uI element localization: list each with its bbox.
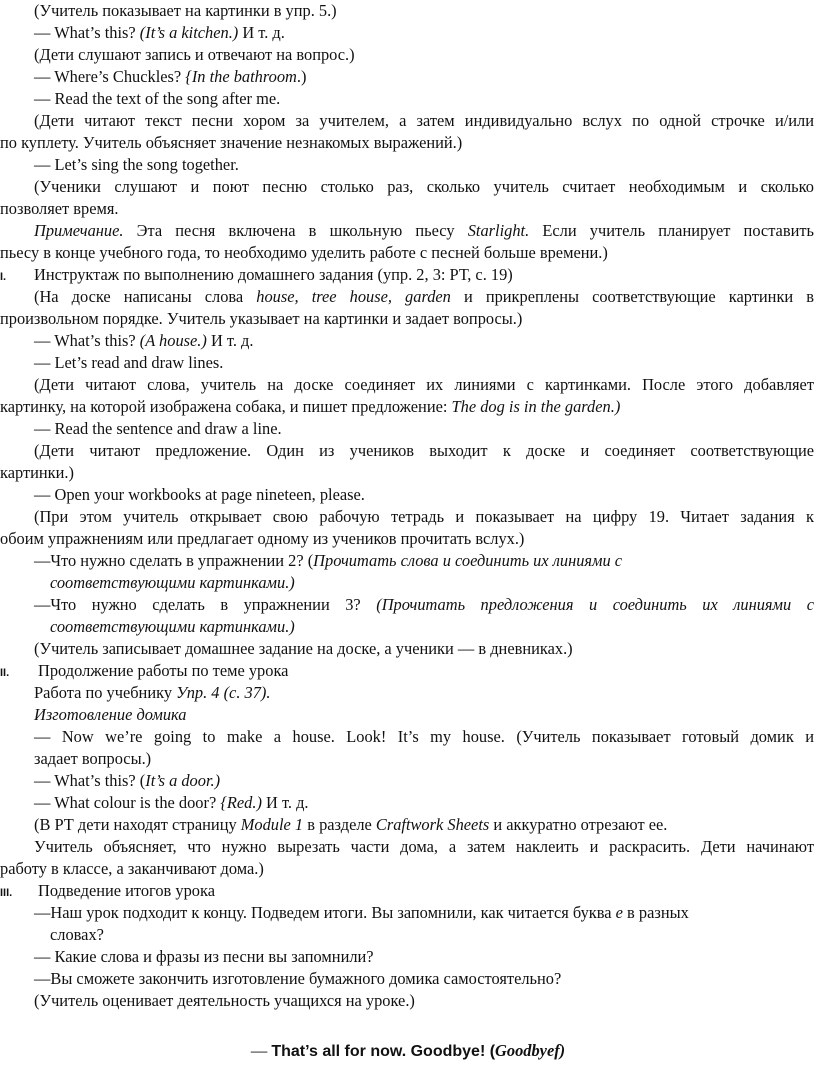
section-heading: I. Инструктаж по выполнению домашнего задания (упр. 2, 3: РТ, с. 19) [0,264,816,286]
text-line: — Where’s Chuckles? {In the bathroom.) [34,67,307,86]
subheading: Изготовление домика [34,705,187,724]
text-line: картинку, на которой изображена собака, и пишет предложение: The dog is in the garden.) [0,397,621,416]
section-heading: II. Продолжение работы по теме урока [0,660,816,682]
text-line: — Now we’re going to make a house. Look! It’s my house. (Учитель показывает готовый домик и [34,727,814,746]
text-line: — What’s this? (It’s a kitchen.) И т. д. [34,23,285,42]
text-line: (Учитель показывает на картинки в упр. 5.) [34,1,337,20]
text-line: (Дети слушают запись и отвечают на вопрос.) [34,45,355,64]
section-number: II. [0,667,10,679]
section-number: I. [0,271,7,283]
text-line: (При этом учитель открывает свою рабочую тетрадь и показывает на цифру 19. Читает задания к [34,507,814,526]
text-line: — Let’s sing the song together. [34,155,239,174]
text-line: (Ученики слушают и поют песню столько раз, сколько учитель считает необходимым и сколько [34,177,814,196]
text-line: картинки.) [0,463,74,482]
text-line: словах? [50,925,104,944]
text-line: — Let’s read and draw lines. [34,353,224,372]
text-line: (На доске написаны слова house, tree house, garden и прикреплены соответствующие картинки в [34,287,814,306]
section-heading: III. Подведение итогов урока [0,880,816,902]
text-line: Учитель объясняет, что нужно вырезать части дома, а затем наклеить и раскрасить. Дети начинают [34,837,814,856]
text-line: — Open your workbooks at page nineteen, please. [34,485,365,504]
section-number: III. [0,887,13,899]
text-line: — Какие слова и фразы из песни вы запомнили? [34,947,374,966]
text-line: — Read the sentence and draw a line. [34,419,282,438]
text-line: —Что нужно сделать в упражнении 2? (Прочитать слова и соединить их линиями с [34,551,623,570]
text-line: (Дети читают текст песни хором за учителем, а затем индивидуально вслух по одной строчке и/или [34,111,814,130]
text-line: соответствующими картинками.) [50,573,295,592]
text-line: — Read the text of the song after me. [34,89,281,108]
text-line: —Вы сможете закончить изготовление бумажного домика самостоятельно? [34,969,562,988]
text-line: —Наш урок подходит к концу. Подведем итоги. Вы запомнили, как читается буква е в разных [34,903,689,922]
text-line: — What’s this? (It’s a door.) [34,771,221,790]
text-line: произвольном порядке. Учитель указывает на картинки и задает вопросы.) [0,309,523,328]
text-line: обоим упражнениям или предлагает одному из учеников прочитать вслух.) [0,529,525,548]
text-line: работу в классе, а заканчивают дома.) [0,859,264,878]
text-line: —Что нужно сделать в упражнении 3? (Прочитать предложения и соединить их линиями с [34,595,815,614]
text-line: Работа по учебнику Упр. 4 (с. 37). [34,683,271,702]
text-line: Примечание. Эта песня включена в школьную пьесу Starlight. Если учитель планирует поставить [34,221,814,240]
text-line: (Дети читают слова, учитель на доске соединяет их линиями с картинками. После этого добавляет [34,375,814,394]
text-line: по куплету. Учитель объясняет значение незнакомых выражений.) [0,133,463,152]
text-line: позволяет время. [0,199,119,218]
text-line: (Учитель оценивает деятельность учащихся на уроке.) [34,991,415,1010]
text-line: задает вопросы.) [34,749,152,768]
text-line: пьесу в конце учебного года, то необходимо уделить работе с песней больше времени.) [0,243,608,262]
text-line: (Дети читают предложение. Один из учеников выходит к доске и соединяет соответствующие [34,441,814,460]
text-line: — What’s this? (A house.) И т. д. [34,331,254,350]
text-line: соответствующими картинками.) [50,617,295,636]
closing-line: — That’s all for now. Goodbye! (Goodbyef) [250,1041,566,1060]
text-line: (Учитель записывает домашнее задание на доске, а ученики — в дневниках.) [34,639,573,658]
text-line: (В РТ дети находят страницу Module 1 в разделе Craftwork Sheets и аккуратно отрезают ее. [34,815,668,834]
text-line: — What colour is the door? {Red.) И т. д. [34,793,309,812]
